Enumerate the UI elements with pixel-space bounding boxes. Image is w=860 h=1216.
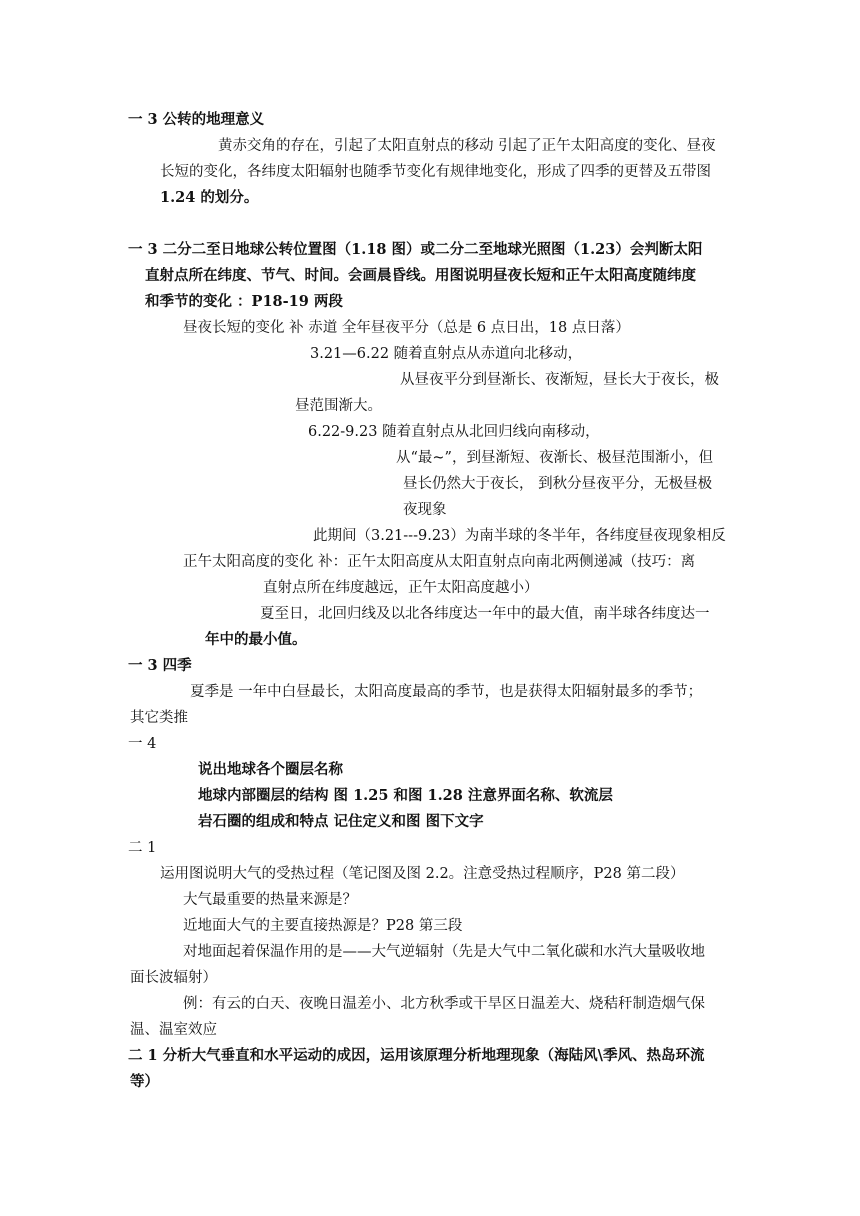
paragraph-line: 其它类推 bbox=[130, 710, 188, 726]
paragraph-line: 对地面起着保温作用的是——大气逆辐射（先是大气中二氧化碳和水汽大量吸收地 bbox=[183, 944, 705, 960]
section-heading: 一 4 bbox=[128, 736, 157, 752]
paragraph-line: 此期间（3.21---9.23）为南半球的冬半年，各纬度昼夜现象相反 bbox=[313, 528, 726, 544]
paragraph-line: 直射点所在纬度越远，正午太阳高度越小） bbox=[263, 580, 539, 596]
paragraph-line: 夏至日，北回归线及以北各纬度达一年中的最大值，南半球各纬度达一 bbox=[260, 606, 710, 622]
paragraph-line: 例：有云的白天、夜晚日温差小、北方秋季或干旱区日温差大、烧秸秆制造烟气保 bbox=[183, 996, 705, 1012]
paragraph-line: 长短的变化，各纬度太阳辐射也随季节变化有规律地变化，形成了四季的更替及五带图 bbox=[160, 164, 711, 180]
paragraph-line: 从“最~”，到昼渐短、夜渐长、极昼范围渐小，但 bbox=[396, 450, 713, 466]
paragraph-line: 昼长仍然大于夜长， 到秋分昼夜平分，无极昼极 bbox=[403, 476, 713, 492]
paragraph-line: 面长波辐射） bbox=[130, 970, 217, 986]
section-heading: 二 1 分析大气垂直和水平运动的成因，运用该原理分析地理现象（海陆风\季风、热岛环流 bbox=[128, 1047, 705, 1064]
paragraph-line: 大气最重要的热量来源是？ bbox=[183, 892, 357, 908]
paragraph-line: 昼范围渐大。 bbox=[295, 398, 382, 414]
paragraph-line: 黄赤交角的存在，引起了太阳直射点的移动 引起了正午太阳高度的变化、昼夜 bbox=[218, 138, 716, 154]
paragraph-line: 昼夜长短的变化 补 赤道 全年昼夜平分（总是 6 点日出，18 点日落） bbox=[183, 320, 630, 336]
paragraph-line: 3.21—6.22 随着直射点从赤道向北移动， bbox=[310, 346, 583, 362]
list-item: 地球内部圈层的结构 图 1.25 和图 1.28 注意界面名称、软流层 bbox=[198, 787, 613, 804]
paragraph-line: 6.22-9.23 随着直射点从北回归线向南移动， bbox=[308, 424, 600, 440]
paragraph-line: 1.24 的划分。 bbox=[160, 189, 259, 206]
paragraph-line: 温、温室效应 bbox=[130, 1022, 217, 1038]
section-heading: 一 3 四季 bbox=[128, 657, 192, 674]
section-heading: 一 3 公转的地理意义 bbox=[128, 111, 265, 128]
list-item: 岩石圈的组成和特点 记住定义和图 图下文字 bbox=[198, 813, 484, 830]
paragraph-line: 从昼夜平分到昼渐长、夜渐短，昼长大于夜长，极 bbox=[400, 372, 719, 388]
paragraph-line: 夜现象 bbox=[403, 502, 447, 518]
section-heading: 二 1 bbox=[128, 840, 157, 856]
section-heading: 一 3 二分二至日地球公转位置图（1.18 图）或二分二至地球光照图（1.23）会判断太阳 bbox=[128, 241, 703, 258]
paragraph-line: 运用图说明大气的受热过程（笔记图及图 2.2。注意受热过程顺序，P28 第二段） bbox=[160, 866, 685, 882]
paragraph-line: 年中的最小值。 bbox=[205, 631, 307, 648]
section-heading-line: 和季节的变化 ：P18-19 两段 bbox=[145, 293, 343, 310]
section-heading-line: 直射点所在纬度、节气、时间。会画晨昏线。用图说明昼夜长短和正午太阳高度随纬度 bbox=[145, 267, 696, 284]
section-heading-line: 等） bbox=[130, 1073, 159, 1090]
list-item: 说出地球各个圈层名称 bbox=[198, 761, 343, 778]
paragraph-line: 夏季是 一年中白昼最长，太阳高度最高的季节，也是获得太阳辐射最多的季节； bbox=[190, 684, 703, 700]
paragraph-line: 近地面大气的主要直接热源是？P28 第三段 bbox=[183, 918, 463, 934]
paragraph-line: 正午太阳高度的变化 补：正午太阳高度从太阳直射点向南北两侧递减（技巧：离 bbox=[183, 554, 696, 570]
